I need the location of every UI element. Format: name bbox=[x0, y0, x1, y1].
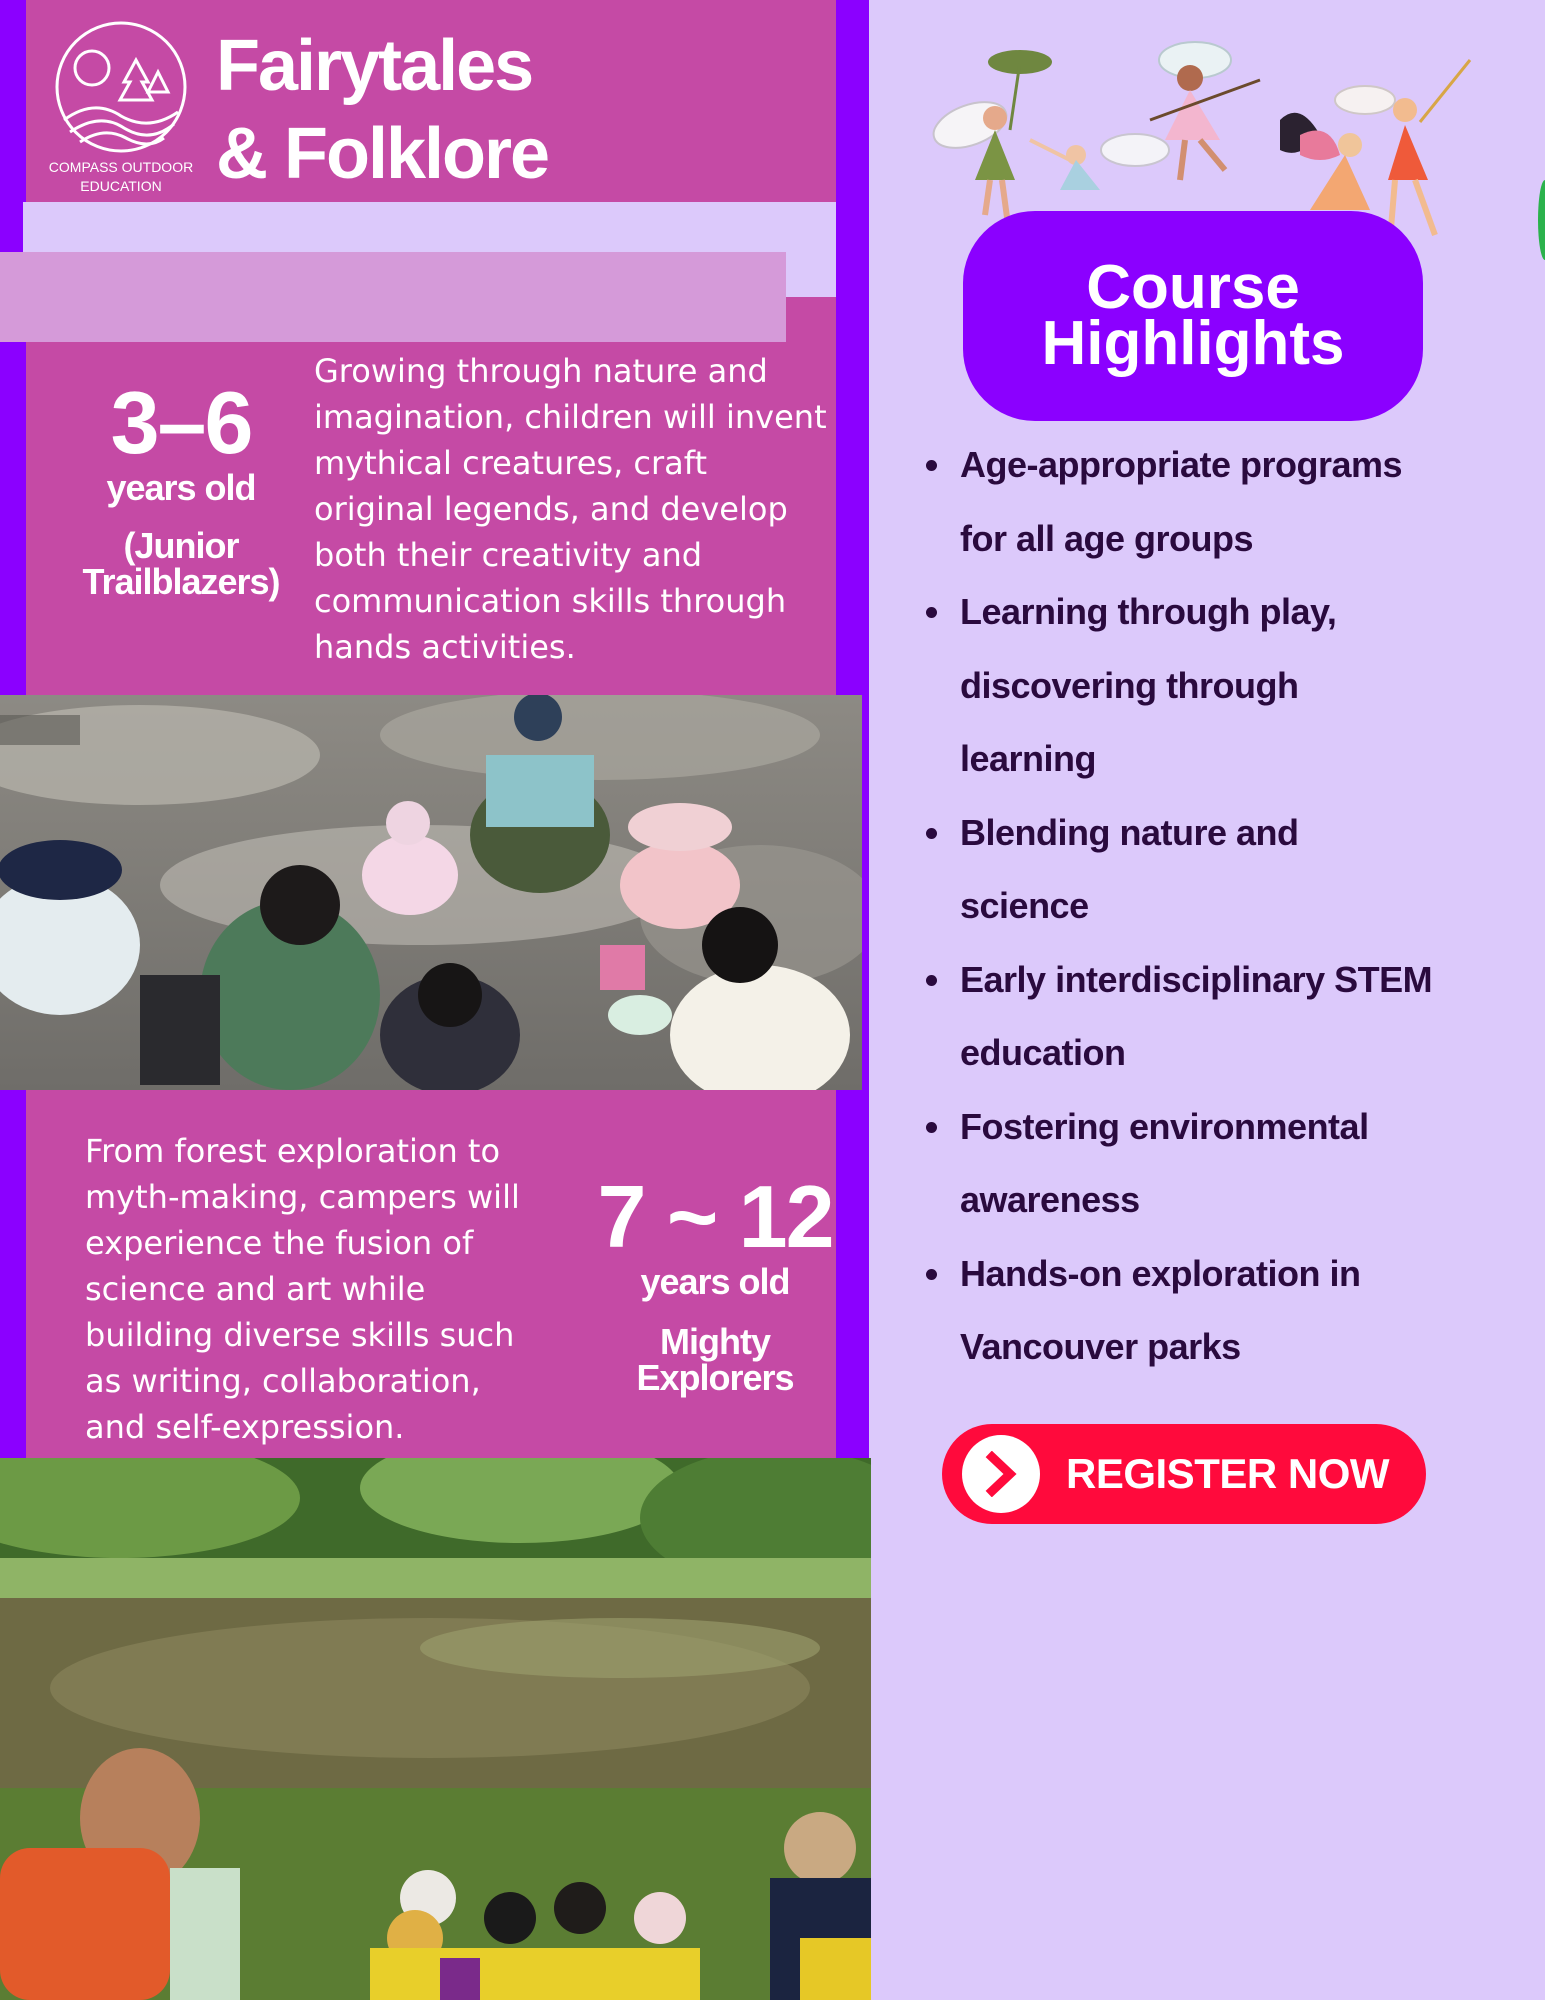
photo-pond-exploration bbox=[0, 1458, 871, 2000]
list-item bbox=[922, 796, 1512, 943]
age-range: 7 ~ 12 bbox=[597, 1167, 833, 1266]
highlights-list bbox=[922, 428, 1512, 1384]
age-group-name bbox=[590, 1321, 840, 1398]
register-now-label: REGISTER NOW bbox=[1066, 1450, 1390, 1497]
list-item-line: Age-appropriate programs bbox=[960, 444, 1403, 485]
list-item-line: education bbox=[960, 1032, 1126, 1073]
age-group-line: Mighty bbox=[660, 1321, 770, 1362]
description-line: experience the fusion of bbox=[85, 1224, 474, 1262]
list-item-line: Blending nature and bbox=[960, 811, 1299, 853]
description-line: Growing through nature and bbox=[314, 352, 768, 390]
chevron-right-icon bbox=[962, 1435, 1040, 1513]
register-now-button[interactable] bbox=[942, 1424, 1426, 1524]
list-item-line: Vancouver parks bbox=[960, 1326, 1241, 1367]
list-item bbox=[922, 428, 1512, 575]
list-item-line: learning bbox=[960, 738, 1097, 779]
mighty-description bbox=[85, 1128, 585, 1450]
pink-band bbox=[0, 252, 786, 342]
mighty-age-block bbox=[590, 1167, 840, 1398]
description-line: original legends, and develop bbox=[314, 490, 788, 528]
list-item-line: awareness bbox=[960, 1179, 1140, 1220]
green-edge-shape bbox=[1538, 180, 1545, 260]
age-group-line: Explorers bbox=[636, 1357, 794, 1398]
junior-description bbox=[314, 348, 844, 670]
age-group-name bbox=[56, 525, 306, 602]
list-item-line: Hands-on exploration in bbox=[960, 1252, 1361, 1294]
description-line: imagination, children will invent bbox=[314, 398, 827, 436]
list-item-line: Learning through play, bbox=[960, 591, 1337, 632]
age-unit: years old bbox=[640, 1261, 790, 1302]
description-line: communication skills through bbox=[314, 582, 787, 620]
description-line: science and art while bbox=[85, 1270, 426, 1308]
brand-name-line: COMPASS OUTDOOR bbox=[48, 159, 194, 175]
list-item bbox=[922, 1090, 1512, 1237]
heading-line: Highlights bbox=[1041, 309, 1345, 378]
list-item-line: for all age groups bbox=[960, 517, 1254, 559]
list-item bbox=[922, 943, 1512, 1090]
description-line: and self-expression. bbox=[85, 1408, 405, 1446]
brand-name-line: EDUCATION bbox=[80, 178, 162, 194]
description-line: myth-making, campers will bbox=[85, 1178, 520, 1216]
list-item-line: discovering through bbox=[960, 664, 1299, 706]
list-item-line: Early interdisciplinary STEM bbox=[960, 958, 1433, 1000]
description-line: as writing, collaboration, bbox=[85, 1362, 481, 1400]
photo-children-circle bbox=[0, 695, 862, 1090]
age-group-line: (Junior bbox=[123, 525, 239, 566]
title-line: & Folklore bbox=[216, 114, 549, 194]
description-line: mythical creatures, craft bbox=[314, 444, 708, 482]
age-group-line: Trailblazers) bbox=[82, 561, 280, 602]
junior-age-block bbox=[56, 373, 306, 602]
description-line: building diverse skills such bbox=[85, 1316, 515, 1354]
age-range: 3–6 bbox=[110, 373, 252, 472]
brand-name bbox=[44, 158, 198, 196]
description-line: hands activities. bbox=[314, 628, 576, 666]
age-unit: years old bbox=[106, 467, 256, 508]
list-item-line: Fostering environmental bbox=[960, 1105, 1369, 1147]
list-item bbox=[922, 575, 1512, 796]
description-line: From forest exploration to bbox=[85, 1132, 501, 1170]
course-highlights-heading bbox=[963, 211, 1423, 421]
heading-line: Course bbox=[1086, 253, 1300, 322]
list-item-line: science bbox=[960, 885, 1089, 926]
page-title bbox=[216, 22, 548, 198]
list-item bbox=[922, 1237, 1512, 1384]
description-line: both their creativity and bbox=[314, 536, 703, 574]
title-line: Fairytales bbox=[216, 26, 533, 106]
